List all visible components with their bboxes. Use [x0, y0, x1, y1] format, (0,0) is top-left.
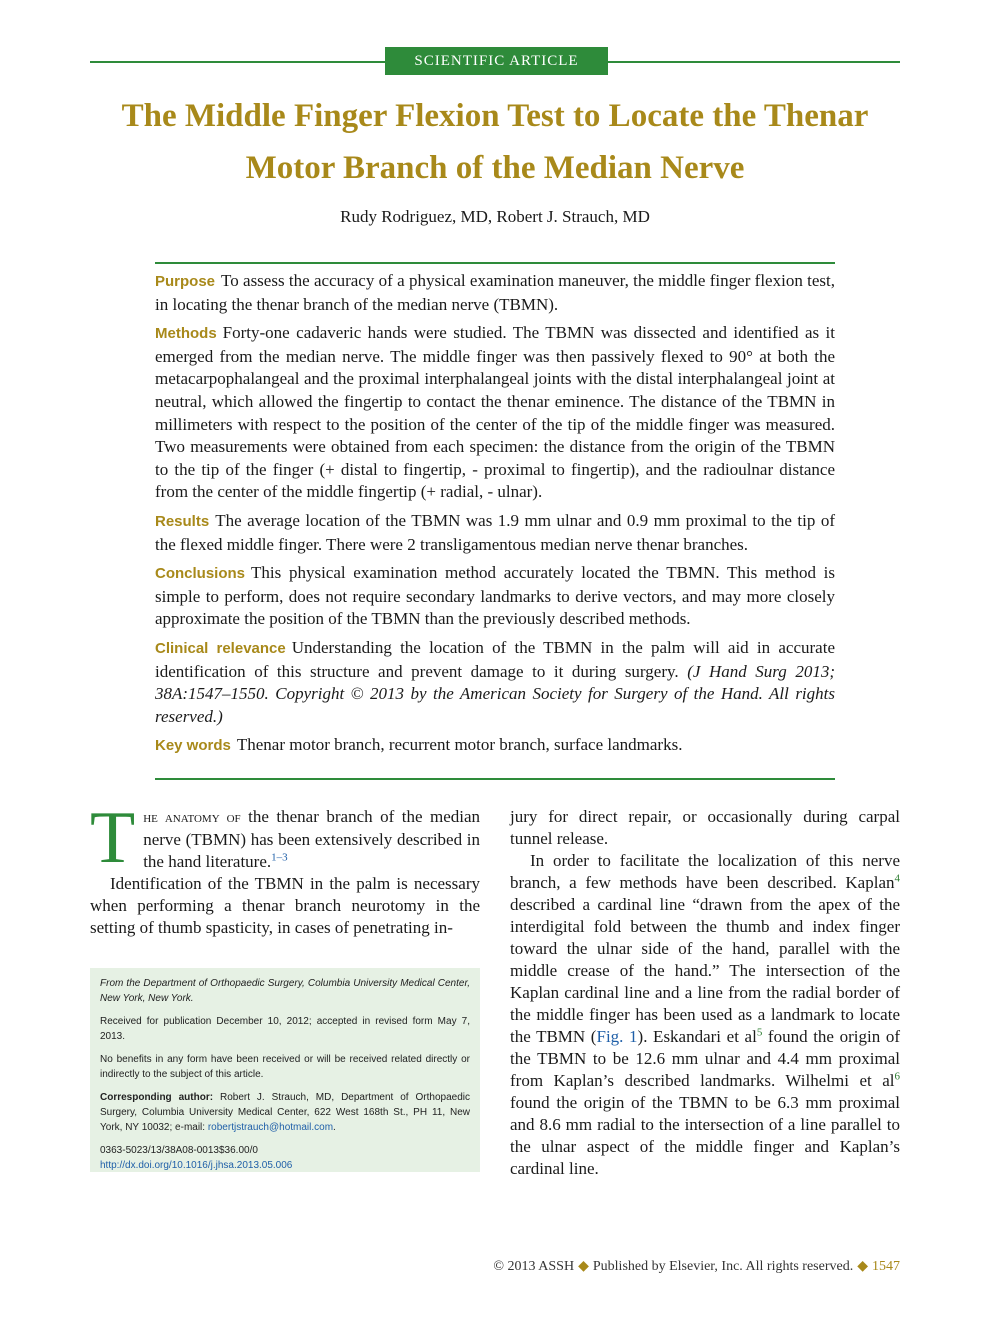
ref-4-link[interactable]: 4 [894, 872, 900, 885]
issn: 0363-5023/13/38A08-0013$36.00/0 [100, 1145, 258, 1156]
abstract-rule-top [155, 262, 835, 264]
article-title: The Middle Finger Flexion Test to Locate the Thenar Motor Branch of the Median Nerve [121, 98, 869, 186]
continuation-paragraph: jury for direct repair, or occasionally during carpal tunnel release. [510, 807, 900, 848]
clinical-text: Understanding the location of the TBMN in the palm will aid in accurate identification of this structure and prevent damage to it during surgery. [155, 637, 835, 681]
diamond-icon: ◆ [857, 1259, 868, 1274]
corresponding-author: Corresponding author: Robert J. Strauch, MD, Department of Orthopaedic Surgery, Columbia University Medical Center, 622 West 168th St., PH 11, New York, NY 10032; e-mail: robertjstrauch@hotmail.com. [100, 1092, 470, 1133]
drop-cap: T [90, 797, 136, 879]
email-link[interactable]: robertjstrauch@hotmail.com [207, 1122, 334, 1133]
intro-text: the thenar branch of the median nerve (TBMN) has been extensively described in the hand literature. [143, 807, 481, 871]
abstract-rule-bottom [155, 778, 835, 780]
eskandari-text: ). Eskandari et al [637, 1027, 757, 1046]
results-label: Results [155, 512, 210, 530]
corresponding-text: Robert J. Strauch, MD, Department of Orthopaedic Surgery, Columbia University Medical Center, 622 West 168th St., PH 11, New York, NY 10032; e-mail: [100, 1092, 470, 1133]
abstract-methods [155, 322, 835, 504]
identification-paragraph: Identification of the TBMN in the palm is necessary when performing a thenar branch neurotomy in the setting of thumb spasticity, in cases of penetrating in- [90, 874, 480, 937]
methods-review-paragraph [510, 850, 900, 1180]
intro-paragraph [90, 797, 481, 879]
citation-text: (J Hand Surg 2013; 38A:1547–1550. Copyright © 2013 by the American Society for Surgery of the Hand. All rights reserved.) [155, 661, 835, 726]
page-number: 1547 [872, 1259, 900, 1274]
kaplan-text: In order to facilitate the localization of this nerve branch, a few methods have been described. Kaplan [510, 851, 900, 892]
abstract-purpose [155, 270, 835, 316]
abstract-results [155, 510, 835, 556]
clinical-label: Clinical relevance [155, 639, 286, 657]
body-right-column [510, 806, 900, 1180]
fig-1-link[interactable]: Fig. 1 [596, 1027, 638, 1046]
affiliation: From the Department of Orthopaedic Surgery, Columbia University Medical Center, New York, New York. [100, 978, 470, 1004]
received-dates: Received for publication December 10, 2012; accepted in revised form May 7, 2013. [100, 1016, 470, 1042]
purpose-text: To assess the accuracy of a physical examination maneuver, the middle finger flexion test, in locating the thenar branch of the median nerve (TBMN). [155, 271, 835, 314]
conclusions-label: Conclusions [155, 565, 246, 583]
cardinal-line-text: described a cardinal line “drawn from the apex of the interdigital fold between the thumb and index finger toward the ulnar side of the hand, parallel with the middle crease of the hand.” The intersection of the Kaplan cardinal line and a line from the radial border of the middle finger has been used as a landmark to locate the TBMN ( [510, 895, 900, 1046]
abstract-clinical [155, 637, 835, 728]
abstract [155, 270, 835, 764]
diamond-icon: ◆ [578, 1259, 589, 1274]
doi-link[interactable]: http://dx.doi.org/10.1016/j.jhsa.2013.05.006 [100, 1160, 293, 1171]
keywords-label: Key words [155, 737, 231, 755]
benefits-statement: No benefits in any form have been received or will be received related directly or indirectly to the subject of this article. [100, 1054, 470, 1080]
intro-smallcaps: he anatomy of [143, 810, 241, 826]
conclusions-text: This physical examination method accurately located the TBMN. This method is simple to perform, does not require secondary landmarks to derive vectors, and may more closely approximate the position of the TBMN than the previously described methods. [155, 563, 835, 629]
ref-5-link[interactable]: 5 [756, 1026, 763, 1039]
wilhelmi-findings-text: found the origin of the TBMN to be 6.3 mm proximal and 8.6 mm radial to the intersection of a line parallel to the ulnar aspect of the middle finger and Kaplan’s cardinal line. [510, 1093, 900, 1178]
ref-1-3-link[interactable]: 1–3 [271, 851, 288, 864]
purpose-label: Purpose [155, 273, 216, 290]
page-footer [493, 1258, 900, 1276]
abstract-conclusions [155, 562, 835, 631]
authors: Rudy Rodriguez, MD, Robert J. Strauch, MD [340, 207, 650, 226]
keywords-text: Thenar motor branch, recurrent motor branch, surface landmarks. [236, 735, 683, 755]
footnote-box [90, 968, 480, 1172]
footer-publisher: Published by Elsevier, Inc. All rights reserved. [592, 1259, 854, 1274]
eskandari-findings-text: found the origin of the TBMN to be 12.6 mm ulnar and 4.4 mm proximal from Kaplan’s described landmarks. Wilhelmi et al [510, 1027, 900, 1090]
corresponding-label: Corresponding author: [100, 1092, 214, 1103]
abstract-keywords [155, 734, 835, 758]
ref-6-link[interactable]: 6 [894, 1070, 900, 1083]
methods-text: Forty-one cadaveric hands were studied. The TBMN was dissected and identified as it emerged from the median nerve. The middle finger was then passively flexed to 90° at both the metacarpophalangeal and the proximal interphalangeal joints with the distal interphalangeal joint at neutral, which allowed the fingertip to contact the thenar eminence. The distance of the TBMN in millimeters with respect to the position of the center of the tip of the middle finger was measured. Two measurements were obtained from each specimen: the distance from the origin of the TBMN to the tip of the finger (+ distal to fingertip, - proximal to fingertip), and the radioulnar distance from the center of the middle fingertip (+ radial, - ulnar). [155, 323, 835, 502]
body-left-column [90, 797, 481, 939]
section-tag: SCIENTIFIC ARTICLE [385, 47, 608, 75]
methods-label: Methods [155, 325, 217, 343]
results-text: The average location of the TBMN was 1.9 mm ulnar and 0.9 mm proximal to the tip of the flexed middle finger. There were 2 transligamentous median nerve thenar branches. [155, 510, 835, 554]
footer-copyright: © 2013 ASSH [493, 1259, 575, 1274]
